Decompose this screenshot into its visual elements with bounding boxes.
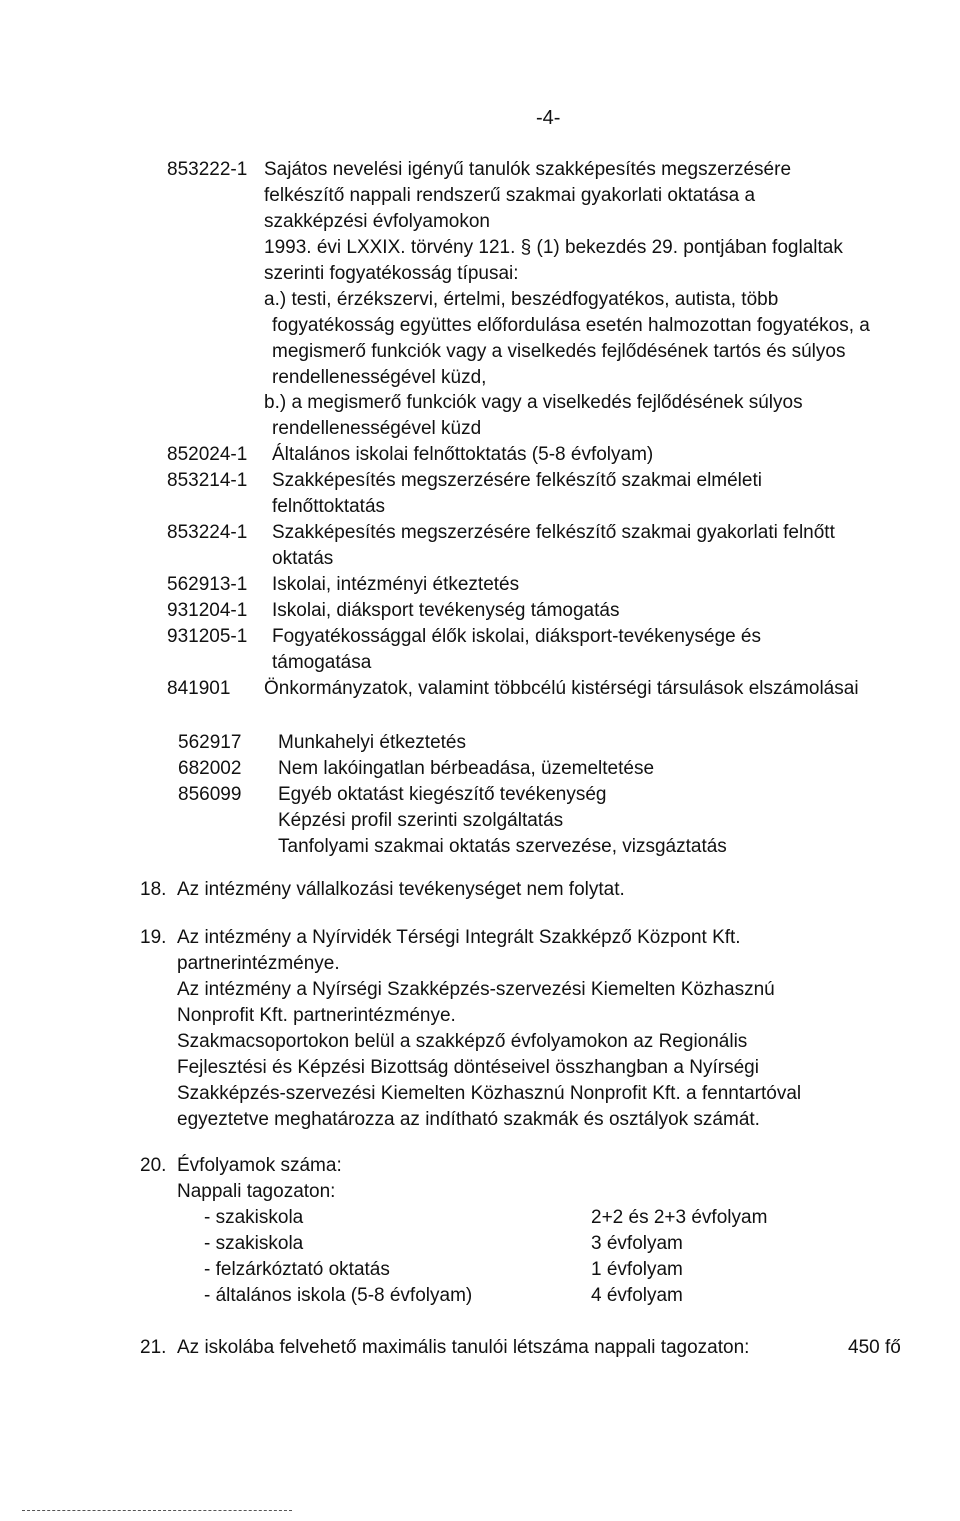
activity-line: megismerő funkciók vagy a viselkedés fejlődésének tartós és súlyos	[272, 341, 846, 362]
grade-value: 3 évfolyam	[591, 1233, 683, 1254]
page-number: -4-	[536, 107, 561, 129]
section-19-number: 19.	[140, 927, 167, 948]
section-19-line: egyeztetve meghatározza az indítható szakmák és osztályok számát.	[177, 1109, 760, 1130]
activity-line: Önkormányzatok, valamint többcélú kistérségi társulások elszámolásai	[264, 678, 859, 699]
enterprise-code: 562917	[178, 732, 242, 753]
activity-line: fogyatékosság együttes előfordulása esetén halmozottan fogyatékos, a	[272, 315, 870, 336]
activity-line: szerinti fogyatékosság típusai:	[264, 263, 519, 284]
section-21-value: 450 fő	[848, 1337, 901, 1358]
enterprise-label: Tanfolyami szakmai oktatás szervezése, vizsgáztatás	[278, 836, 727, 857]
activity-code: 853214-1	[167, 470, 248, 491]
activity-code: 931204-1	[167, 600, 248, 621]
section-20-subtitle: Nappali tagozaton:	[177, 1181, 336, 1202]
activity-line: rendellenességével küzd,	[272, 367, 487, 388]
activity-line: a.) testi, érzékszervi, értelmi, beszédfogyatékos, autista, több	[264, 289, 779, 310]
activity-line: Szakképesítés megszerzésére felkészítő szakmai gyakorlati felnőtt	[272, 522, 835, 543]
activity-code: 853222-1	[167, 159, 248, 180]
activity-line: Iskolai, intézményi étkeztetés	[272, 574, 520, 595]
activity-line: Általános iskolai felnőttoktatás (5-8 évfolyam)	[272, 444, 654, 465]
activity-code: 853224-1	[167, 522, 248, 543]
activity-line: Fogyatékossággal élők iskolai, diáksport-tevékenysége és	[272, 626, 761, 647]
section-21-text: Az iskolába felvehető maximális tanulói létszáma nappali tagozaton:	[177, 1337, 750, 1358]
grade-label: - szakiskola	[204, 1233, 304, 1254]
section-19-line: Szakmacsoportokon belül a szakképző évfolyamokon az Regionális	[177, 1031, 748, 1052]
activity-line: Szakképesítés megszerzésére felkészítő szakmai elméleti	[272, 470, 762, 491]
activity-code: 841901	[167, 678, 231, 699]
activity-code: 852024-1	[167, 444, 248, 465]
section-18-number: 18.	[140, 879, 167, 900]
activity-line: támogatása	[272, 652, 372, 673]
grade-value: 4 évfolyam	[591, 1285, 683, 1306]
activity-line: Sajátos nevelési igényű tanulók szakképesítés megszerzésére	[264, 159, 792, 180]
activity-line: 1993. évi LXXIX. törvény 121. § (1) bekezdés 29. pontjában foglaltak	[264, 237, 843, 258]
grade-value: 1 évfolyam	[591, 1259, 683, 1280]
enterprise-label: Nem lakóingatlan bérbeadása, üzemeltetése	[278, 758, 655, 779]
activity-line: oktatás	[272, 548, 334, 569]
section-18-text: Az intézmény vállalkozási tevékenységet nem folytat.	[177, 879, 625, 900]
section-19-line: Az intézmény a Nyírvidék Térségi Integrált Szakképző Központ Kft.	[177, 927, 741, 948]
activity-line: b.) a megismerő funkciók vagy a viselkedés fejlődésének súlyos	[264, 392, 803, 413]
enterprise-label: Egyéb oktatást kiegészítő tevékenység	[278, 784, 607, 805]
section-20-number: 20.	[140, 1155, 167, 1176]
grade-label: - általános iskola (5-8 évfolyam)	[204, 1285, 473, 1306]
enterprise-code: 682002	[178, 758, 242, 779]
grade-label: - felzárkóztató oktatás	[204, 1259, 390, 1280]
activity-line: felkészítő nappali rendszerű szakmai gyakorlati oktatása a	[264, 185, 756, 206]
enterprise-code: 856099	[178, 784, 242, 805]
section-19-line: Szakképzés-szervezési Kiemelten Közhasznú Nonprofit Kft. a fenntartóval	[177, 1083, 802, 1104]
section-20-title: Évfolyamok száma:	[177, 1155, 342, 1176]
section-19-line: partnerintézménye.	[177, 953, 340, 974]
section-19-line: Fejlesztési és Képzési Bizottság döntéseivel összhangban a Nyírségi	[177, 1057, 759, 1078]
enterprise-label: Képzési profil szerinti szolgáltatás	[278, 810, 564, 831]
activity-code: 931205-1	[167, 626, 248, 647]
section-19-line: Az intézmény a Nyírségi Szakképzés-szervezési Kiemelten Közhasznú	[177, 979, 775, 1000]
grade-label: - szakiskola	[204, 1207, 304, 1228]
footer-divider	[22, 1510, 292, 1511]
activity-line: felnőttoktatás	[272, 496, 386, 517]
activity-line: Iskolai, diáksport tevékenység támogatás	[272, 600, 620, 621]
activity-line: szakképzési évfolyamokon	[264, 211, 490, 232]
section-21-number: 21.	[140, 1337, 167, 1358]
section-19-line: Nonprofit Kft. partnerintézménye.	[177, 1005, 456, 1026]
activity-line: rendellenességével küzd	[272, 418, 482, 439]
enterprise-label: Munkahelyi étkeztetés	[278, 732, 466, 753]
grade-value: 2+2 és 2+3 évfolyam	[591, 1207, 768, 1228]
activity-code: 562913-1	[167, 574, 248, 595]
